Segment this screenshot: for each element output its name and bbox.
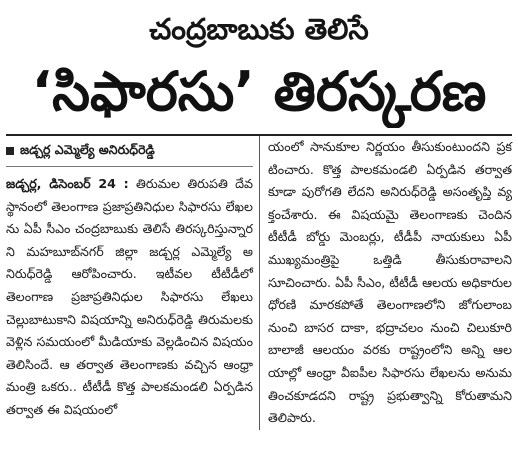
headline: ‘సిఫారసు’ తిరస్కరణ: [31, 60, 487, 123]
article-body-left: [6, 173, 253, 422]
article-body-right: యంలో సానుకూల నిర్ణయం తీసుకుంటుందని ప్రకటించారు. కొత్త పాలకమండలి ఏర్పడిన తర్వాత కూడా పురోగతి లేదని అనిరుధ్‌రెడ్డి అసంతృప్తి వ్యక్తంచేశారు. ఈ విషయమై తెలంగాణకు చెందిన టీటీడీ బోర్డు మెంబర్లు, టీడీపీ నాయకులు ఏపీ ముఖ్యమంత్రిపై ఒత్తిడి తీసుకురావాలని సూచించారు. ఏపీ సీఎం, టీటీడీ ఆలయ అధికారుల ధోరణి మారకపోతే తెలంగాణలోని జోగులాంబ నుంచి బాసర దాకా, భద్రాచలం నుంచి చిలుకూరి బాలాజీ ఆలయం వరకు రాష్ట్రంలోని అన్ని ఆలయాల్లో ఆంధ్రా వీఐపీల సిఫారసు లేఖలను అనుమతించకూడదని రాష్ట్ర ప్రభుత్వాన్ని కోరుతామని తెలిపారు.: [268, 139, 512, 426]
byline-text: జడ్చర్ల ఎమ్మెల్యే అనిరుధ్‌రెడ్డి: [20, 141, 155, 157]
article-body-left-text: తిరుమల తిరుపతి దేవస్థానంలో తెలంగాణ ప్రజాప్రతినిధుల సిఫారసు లేఖలను ఏపీ సీఎం చంద్రబాబుకు తెలిసే తిరస్కరిస్తున్నారని మహబూబ్‌నగర్‌ జిల్లా జడ్చర్ల ఎమ్మెల్యే అనిరుధ్‌రెడ్డి ఆరోపించారు. ఇటీవల టీటీడీలో తెలంగాణ ప్రజాప్రతినిధుల సిఫారసు లేఖలు చెల్లుబాటుకాని విషయాన్ని అనిరుధ్‌రెడ్డి తిరుమలకు వెళ్లిన సమయంలో మీడియాకు వెల్లడించిన విషయం తెలిసిందే. ఆ తర్వాత తెలంగాణకు వచ్చిన ఆంధ్రా మంత్రి ఒకరు.. టీటీడీ కొత్త పాలకమండలి ఏర్పడిన తర్వాత ఈ విషయంలో: [6, 176, 253, 417]
square-bullet-icon: [6, 147, 14, 155]
dateline: జడ్చర్ల, డిసెంబర్‌ 24 :: [6, 176, 129, 191]
article-column-right: [259, 136, 512, 430]
headline-kicker: చంద్రబాబుకు తెలిసే: [149, 12, 369, 46]
byline: [6, 136, 253, 167]
article-columns: [6, 136, 512, 430]
article-column-left: [6, 136, 259, 430]
